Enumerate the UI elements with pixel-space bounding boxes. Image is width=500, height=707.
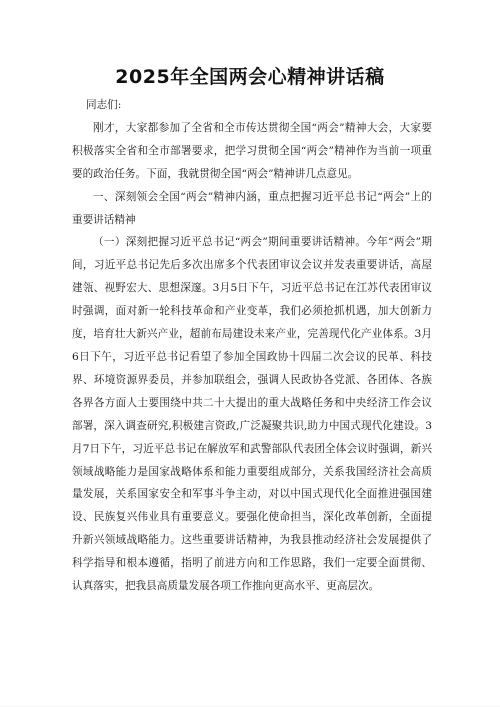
section-heading-1: 一、深刻领会全国“两会”精神内涵，重点把握习近平总书记“两会”上的重要讲话精神 <box>72 190 432 226</box>
intro-paragraph: 刚才，大家都参加了全省和全市传达贯彻全国“两会”精神大会，大家要积极落实全省和全市部署要求，把学习贯彻全国“两会”精神作为当前一项重要的政治任务。下面，我就贯彻全国“两会”精神讲几点意见。 <box>72 121 432 180</box>
document-body <box>72 94 432 598</box>
document-title: 2025年全国两会心精神讲话稿 <box>115 66 385 88</box>
salutation: 同志们: <box>86 99 122 111</box>
subsection-paragraph-1: （一）深刻把握习近平总书记“两会”期间重要讲话精神。今年“两会”期间，习近平总书记先后多次出席多个代表团审议会议并发表重要讲话，高屋建瓴、视野宏大、思想深邃。3月5日下午，习近平总书记在江苏代表团审议时强调，面对新一轮科技革命和产业变革，我们必须抢抓机遇，加大创新力度，培育壮大新兴产业，超前布局建设未来产业，完善现代化产业体系。3月6日下午，习近平总书记看望了参加全国政协十四届二次会议的民革、科技界、环境资源界委员，并参加联组会，强调人民政协各党派、各团体、各族各界各方面人士要围绕中共二十大提出的重大战略任务和中央经济工作会议部署，深入调查研究,积极建言资政,广泛凝聚共识,助力中国式现代化建设。3月7日下午，习近平总书记在解放军和武警部队代表团全体会议时强调，新兴领域战略能力是国家战略体系和能力重要组成部分，关系我国经济社会高质量发展，关系国家安全和军事斗争主动，对以中国式现代化全面推进强国建设、民族复兴伟业具有重要意义。要强化使命担当，深化改革创新，全面提升新兴领域战略能力。这些重要讲话精神，为我县推动经济社会发展提供了科学指导和根本遵循，指明了前进方向和工作思路，我们一定要全面贯彻、认真落实，把我县高质量发展各项工作推向更高水平、更高层次。 <box>72 236 432 593</box>
